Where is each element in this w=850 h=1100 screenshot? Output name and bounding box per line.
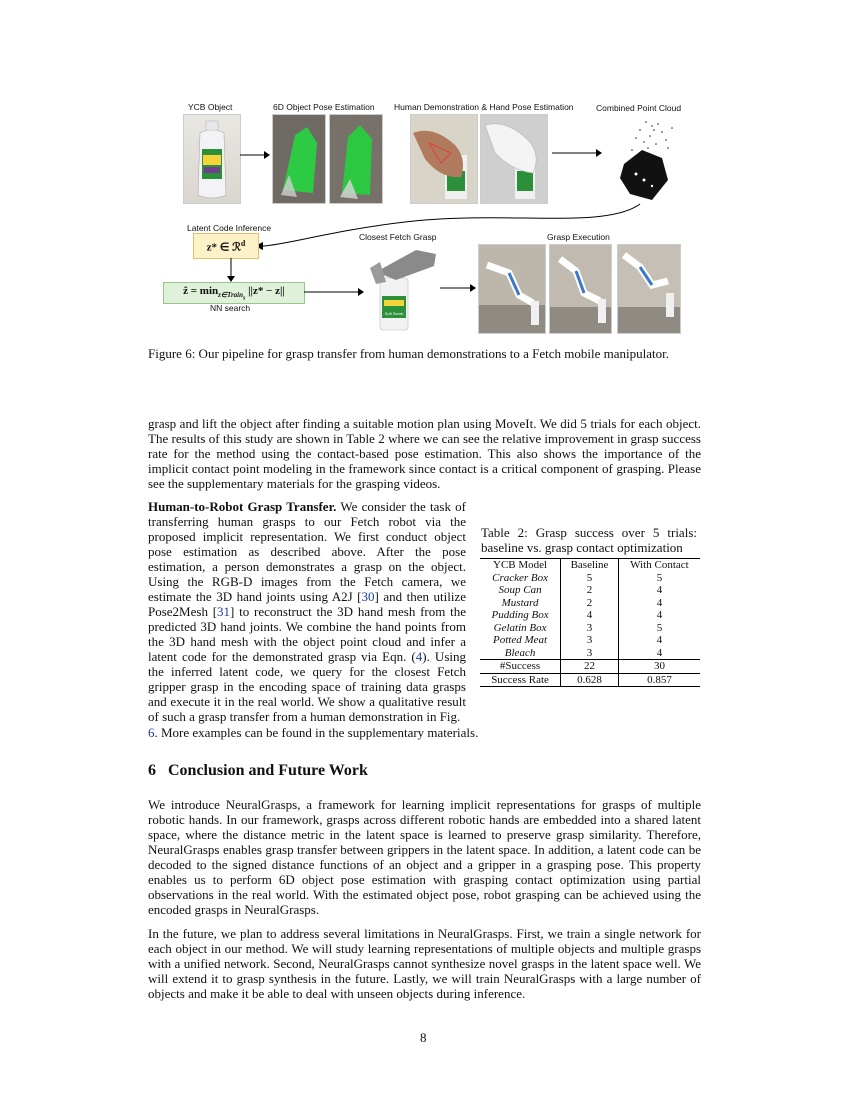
pose-estimation-photo-2 — [329, 114, 383, 204]
paragraph-conclusion-text: We introduce NeuralGrasps, a framework for learning implicit representations for grasps of multiple robotic hands. In our framework, grasps across different robotic hands are embedded into a shared latent space, where the distance metric in the latent space is learned to preserve grasp similarity. Therefore, NeuralGrasps enables grasp transfer between grippers in the latent space. In addition, a latent code can be decoded to the signed distance functions of an object and a gripper in a grasping pose. This property enables us to perform 6D object pose estimation with grasping contact optimization using partial observations in the real world. With the estimated object pose, robot grasping can be achieved using the encoded grasps in NeuralGrasps. — [148, 797, 701, 917]
table-caption — [481, 525, 697, 555]
results-table — [480, 558, 700, 687]
paragraph-grasp-transfer-end — [148, 725, 708, 740]
table-row — [480, 597, 700, 610]
paragraph-future-work — [148, 926, 701, 1001]
page-number: 8 — [420, 1030, 427, 1045]
table-cell-model: Pudding Box — [491, 609, 549, 621]
table-cell-model: Soup Can — [498, 584, 542, 596]
citation-link-31[interactable]: 31 — [217, 604, 231, 619]
table-cell: 4 — [618, 634, 700, 647]
table-rate-row — [480, 673, 700, 687]
latent-formula: z* ∈ ℛ — [206, 241, 241, 254]
label-latent-inference: Latent Code Inference — [187, 223, 272, 233]
table-cell: 5 — [618, 622, 700, 635]
nn-formula-sub: z∈Train — [218, 290, 244, 299]
table-cell-model: Mustard — [501, 596, 539, 609]
table-row — [480, 647, 700, 660]
table-cell: 4 — [618, 609, 700, 622]
label-point-cloud: Combined Point Cloud — [596, 103, 682, 113]
table-cell: 5 — [561, 572, 619, 585]
nn-formula-prefix: ẑ = min — [183, 284, 219, 297]
nn-search-box — [163, 282, 305, 304]
table-cell: 0.628 — [561, 673, 619, 687]
label-human-demo: Human Demonstration & Hand Pose Estimation — [394, 102, 574, 112]
arrow-icon — [440, 283, 476, 293]
table-cell: 22 — [561, 660, 619, 674]
equation-link-4[interactable]: 4 — [415, 649, 423, 664]
table-cell-model: Bleach — [480, 647, 561, 660]
table-row — [480, 584, 700, 597]
paragraph-future-work-text: In the future, we plan to address several limitations in NeuralGrasps. First, we train a single network for each object in our method. We will study learning representations of multiple objects and multiple grasps with a unified network. Second, NeuralGrasps cannot synthesize novel grasps in the latent space well. We will extend it to grasp synthesis in the future. Lastly, we will train NeuralGrasps with a large number of objects and make it be able to deal with unseen objects during inference. — [148, 926, 701, 1001]
point-cloud-image — [606, 114, 686, 204]
grasp-execution-photo-2 — [549, 244, 612, 334]
section-heading: 6 Conclusion and Future Work — [148, 762, 368, 779]
label-closest-grasp: Closest Fetch Grasp — [359, 232, 437, 242]
table-header-row — [480, 559, 700, 572]
table-cell: 4 — [618, 584, 700, 597]
table-cell-model: Potted Meat — [493, 634, 548, 646]
nn-formula-sub-sub: s — [243, 295, 246, 302]
paragraph-results — [148, 416, 701, 491]
paragraph-text-b: ] and then utilize Pose2Mesh [ — [148, 589, 466, 619]
table-caption-text: Table 2: Grasp success over 5 trials: baseline vs. grasp contact optimization — [481, 525, 697, 555]
table-cell: 4 — [618, 597, 700, 610]
figure-link-6[interactable]: 6 — [148, 725, 155, 740]
table-cell: #Success — [480, 660, 561, 674]
figure-6 — [0, 0, 850, 370]
bleach-bottle-image — [184, 115, 240, 203]
table-cell: 2 — [561, 597, 619, 610]
table-cell-model: Cracker Box — [492, 571, 549, 584]
bottle-label-text: Soft Scrub — [384, 311, 404, 316]
latent-code-box — [193, 233, 259, 259]
table-row — [480, 572, 700, 585]
table-row — [480, 634, 700, 647]
table-row — [480, 622, 700, 635]
grasp-execution-photo-1 — [478, 244, 546, 334]
human-demo-photo-1 — [410, 114, 478, 204]
table-header-cell: YCB Model — [480, 559, 561, 572]
paragraph-text-d: ). Using the inferred latent code, we query for the closest Fetch gripper grasp in the encoding space of training data grasps and execute it in the real world. We show a qualitative result of such a grasp transfer from a human demonstration in Fig. — [148, 649, 466, 724]
label-ycb-object: YCB Object — [188, 102, 233, 112]
table-cell: 3 — [561, 634, 619, 647]
table-total-row — [480, 660, 700, 674]
figure-caption: Figure 6: Our pipeline for grasp transfer from human demonstrations to a Fetch mobile manipulator. — [148, 346, 669, 361]
table-cell: Success Rate — [480, 673, 561, 687]
paragraph-results-text: grasp and lift the object after finding a suitable motion plan using MoveIt. We did 5 trials for each object. The results of this study are shown in Table 2 where we can see the relative improvement in grasp success rate for the method using the contact-based pose estimation. This also shows the importance of the implicit contact point modeling in the framework since contact is a critical component of grasping. Please see the supplementary materials for the grasping videos. — [148, 416, 701, 491]
arrow-icon — [552, 148, 602, 158]
human-demo-photo-2 — [480, 114, 548, 204]
paragraph-grasp-transfer-title: Human-to-Robot Grasp Transfer. — [148, 499, 337, 514]
label-pose-estimation: 6D Object Pose Estimation — [273, 102, 375, 112]
paragraph-text-c: ] to reconstruct the 3D hand mesh from the predicted 3D hand joints. We combine the hand points from the 3D hand mesh with the object point cloud and infer a latent code for the demonstrated grasp via Eqn. ( — [148, 604, 466, 664]
closest-grasp-render — [366, 244, 441, 334]
label-grasp-execution: Grasp Execution — [547, 232, 610, 242]
grasp-execution-photo-3 — [617, 244, 681, 334]
table-header-cell: Baseline — [561, 559, 619, 572]
ycb-object-photo — [183, 114, 241, 204]
paragraph-grasp-transfer — [148, 499, 466, 724]
arrow-down-icon — [226, 258, 236, 282]
table-cell: 0.857 — [618, 673, 700, 687]
arrow-icon — [240, 150, 270, 160]
table-row — [480, 609, 700, 622]
paragraph-conclusion — [148, 797, 701, 917]
table-cell: 4 — [618, 647, 700, 660]
table-cell: 2 — [561, 584, 619, 597]
table-cell: 30 — [618, 660, 700, 674]
paragraph-text-e: . More examples can be found in the supplementary materials. — [154, 725, 479, 740]
nn-formula-suffix: ||z* − z|| — [245, 284, 285, 297]
paragraph-text-a: We consider the task of transferring human grasps to our Fetch robot via the proposed implicit representation. We first conduct object pose estimation as described above. After the pose estimation, a person demonstrates a grasp on the object. Using the RGB-D images from the Fetch camera, we estimate the 3D hand joints using A2J [ — [148, 499, 466, 604]
table-cell: 5 — [618, 572, 700, 585]
table-cell-model: Gelatin Box — [493, 621, 547, 634]
citation-link-30[interactable]: 30 — [361, 589, 375, 604]
latent-formula-sup: d — [240, 238, 246, 248]
table-header-cell: With Contact — [618, 559, 700, 572]
table-cell: 3 — [561, 647, 619, 660]
table-cell: 4 — [561, 609, 619, 622]
label-nn-search: NN search — [210, 303, 251, 313]
table-cell: 3 — [561, 622, 619, 635]
arrow-icon — [304, 287, 364, 297]
pose-estimation-photo-1 — [272, 114, 326, 204]
